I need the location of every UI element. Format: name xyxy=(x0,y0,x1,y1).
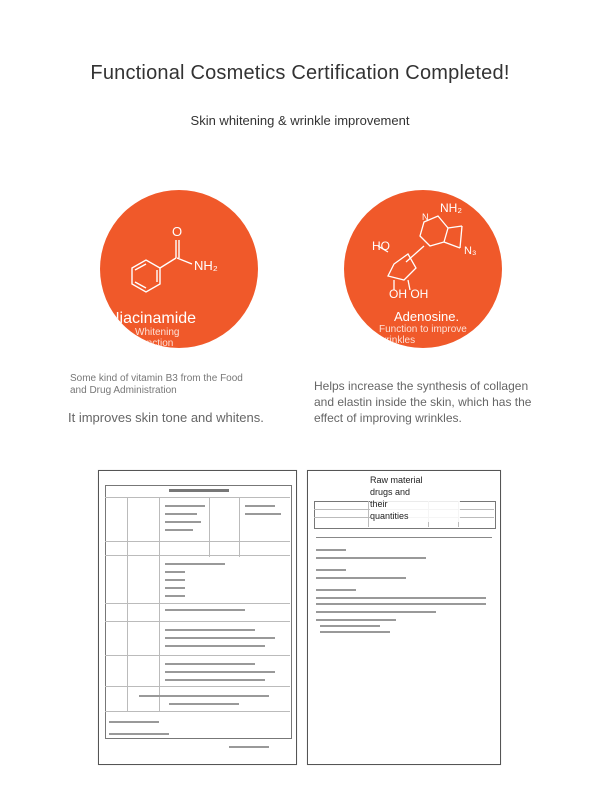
svg-text:N: N xyxy=(422,212,429,222)
page-subtitle: Skin whitening & wrinkle improvement xyxy=(190,113,410,128)
niacinamide-circle xyxy=(100,190,258,348)
adenosine-name: Adenosine. xyxy=(394,309,460,324)
svg-text:O: O xyxy=(172,224,183,239)
raw-material-label: Raw material drugs and their quantities xyxy=(370,474,460,522)
adenosine-sub-1: Function to improve xyxy=(379,324,467,335)
svg-text:HO: HO xyxy=(372,239,390,253)
certificate-document-right xyxy=(307,470,501,765)
adenosine-sub-2: wrinkles xyxy=(379,335,416,346)
svg-text:NH₂: NH₂ xyxy=(194,258,218,273)
niacinamide-sub-2: Function xyxy=(135,338,174,348)
niacinamide-note-small: Some kind of vitamin B3 from the Food and Drug Administration xyxy=(70,373,243,396)
adenosine-circle xyxy=(344,190,502,348)
niacinamide-note-big: It improves skin tone and whitens. xyxy=(68,410,264,425)
svg-text:OH OH: OH OH xyxy=(389,287,429,301)
page-title: Functional Cosmetics Certification Completed! xyxy=(90,62,510,84)
svg-text:NH₂: NH₂ xyxy=(440,201,462,215)
certificate-table xyxy=(105,485,292,739)
svg-text:N₃: N₃ xyxy=(464,245,477,257)
niacinamide-sub-1: Whitening xyxy=(135,327,180,338)
certificate-document-left xyxy=(98,470,297,765)
adenosine-description: Helps increase the synthesis of collagen and elastin inside the skin, which has the effect of improving wrinkles. xyxy=(314,379,532,425)
niacinamide-name: Niacinamide xyxy=(108,310,197,327)
